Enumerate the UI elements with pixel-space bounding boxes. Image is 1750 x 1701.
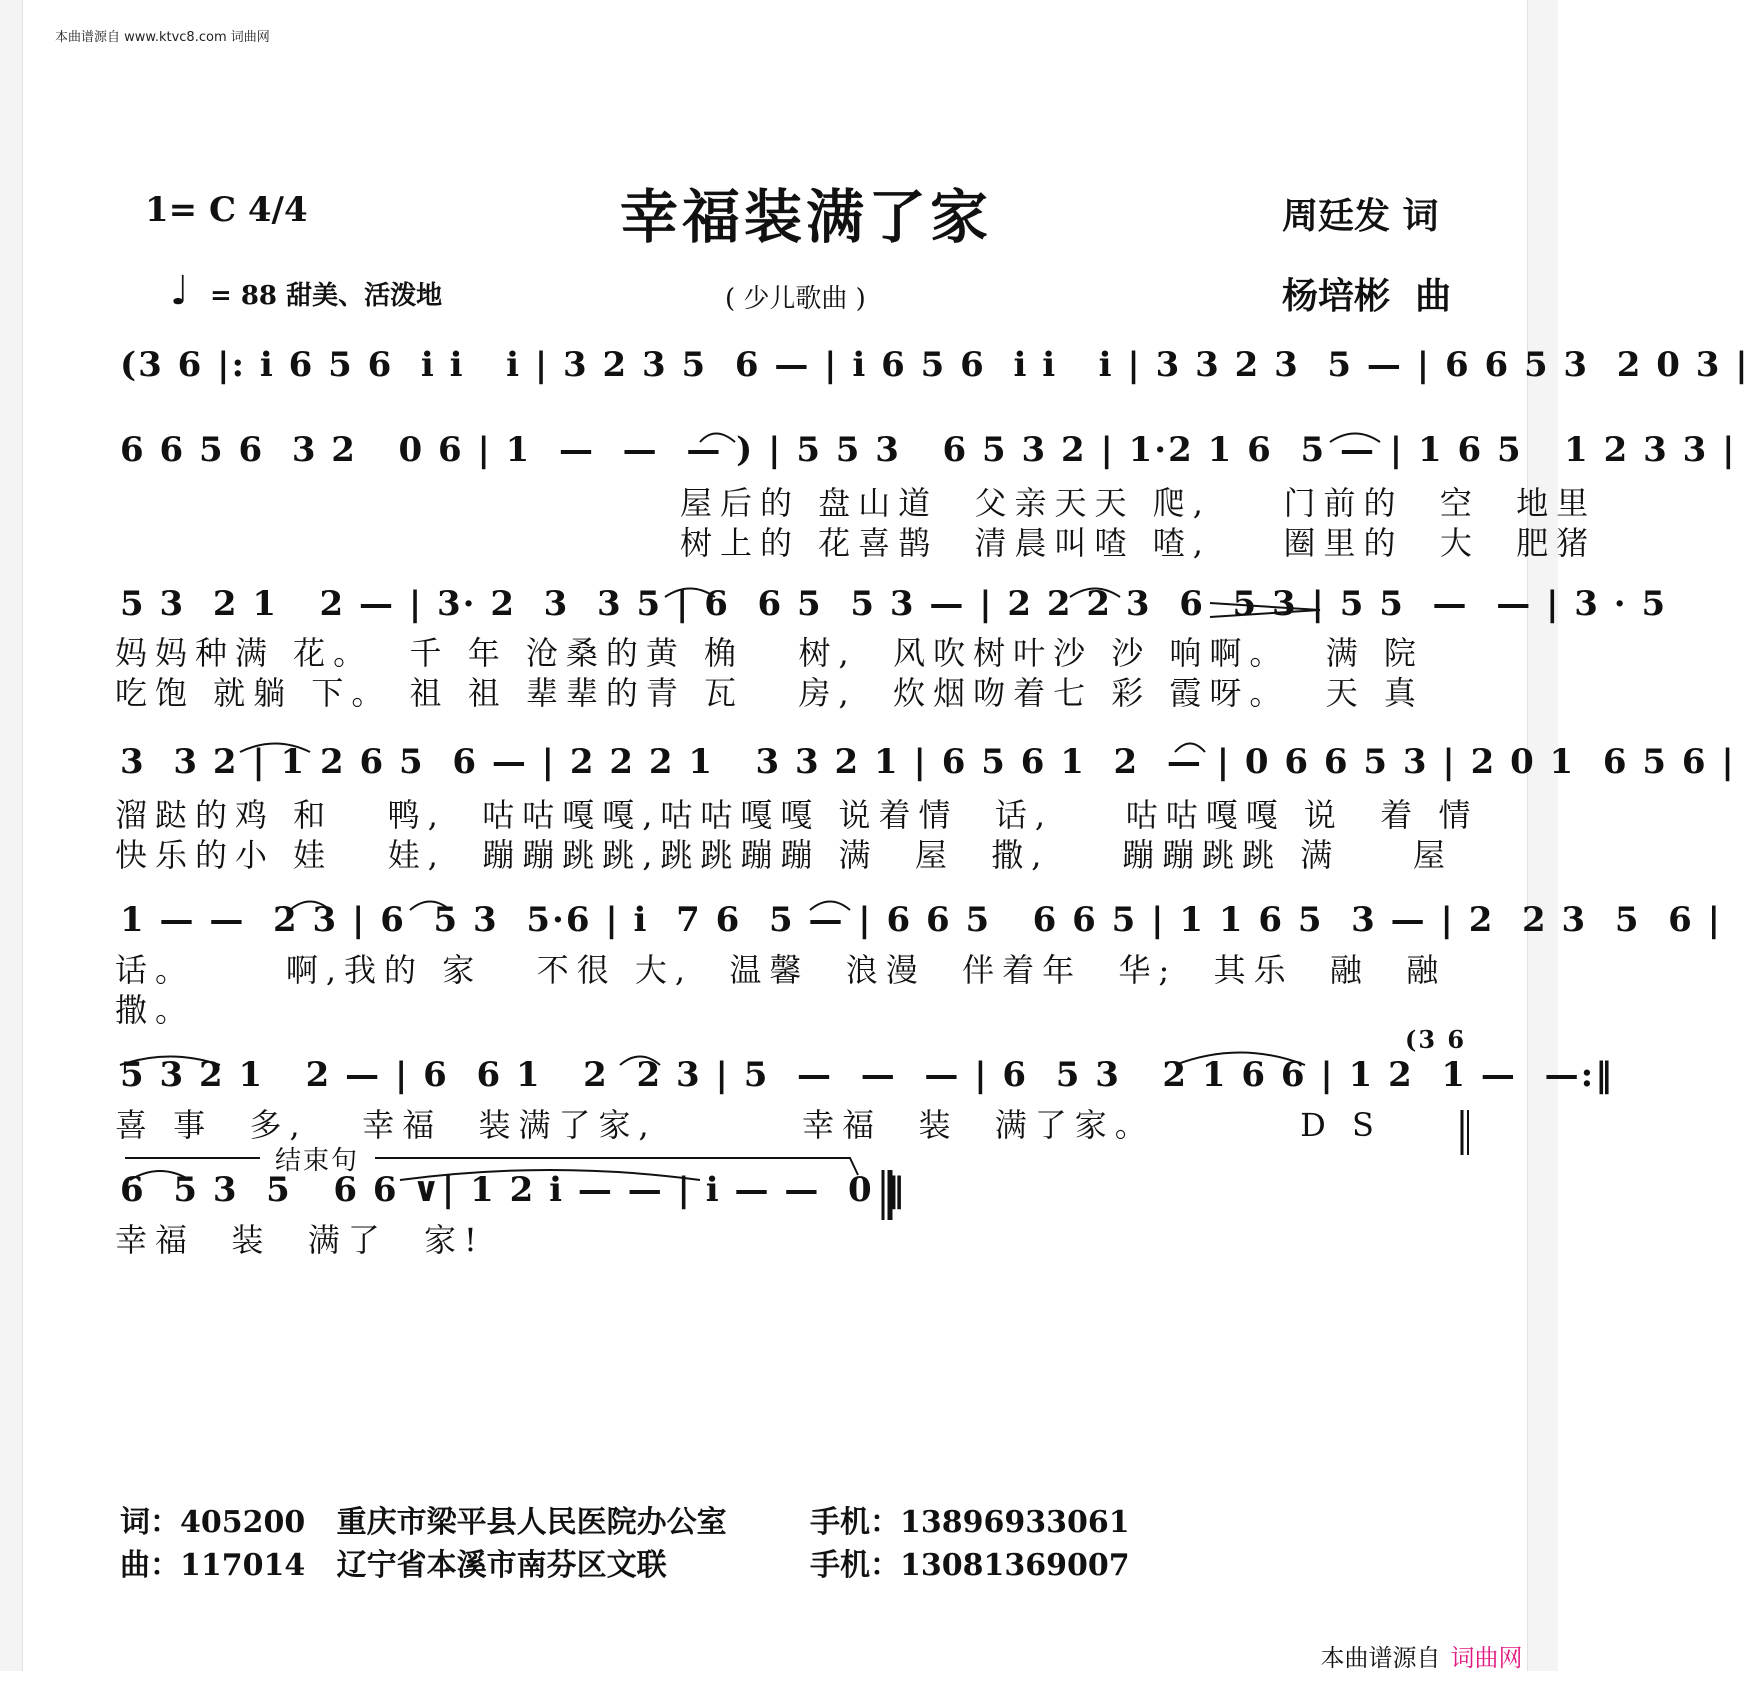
source-site-link[interactable]: 词曲网 xyxy=(1450,1644,1523,1672)
source-watermark-bottom xyxy=(1290,1610,1523,1701)
score-line-1: (3 6 |: i 6 5 6 i i i | 3 2 3 5 6 — | i 6 5 6 i i i | 3 3 2 3 5 — | 6 6 5 3 2 0 3 | xyxy=(120,345,1750,385)
composer-credit: 杨培彬 曲 xyxy=(1282,275,1452,317)
quarter-note-icon: ♩ xyxy=(170,268,189,314)
lyric-line-7: 幸福 装 满了 家! xyxy=(115,1221,485,1259)
song-title: 幸福装满了家 xyxy=(620,183,993,251)
key-signature: 1= C 4/4 xyxy=(145,190,308,230)
lyric-line-2b: 树上的 花喜鹊 清晨叫喳 喳, 圈里的 大 肥猪 xyxy=(680,524,1597,562)
scan-edge-left xyxy=(0,0,23,1671)
lyric-line-3a: 妈妈种满 花。 千 年 沧桑的黄 桷 树, 风吹树叶沙 沙 响啊。 满 院 xyxy=(115,634,1424,672)
score-line-6: 5 3 2 1 2 — | 6 6 1 2 2 3 | 5 — — — | 6 5 3 2 1 6 6 | 1 2 1 — —:‖ xyxy=(120,1055,1615,1095)
score-line-4: 3 3 2 | 1 2 6 5 6 — | 2 2 2 1 3 3 2 1 | 6 5 6 1 2 — | 0 6 6 5 3 | 2 0 1 6 5 6 | xyxy=(120,742,1736,782)
lyric-line-2a: 屋后的 盘山道 父亲天天 爬, 门前的 空 地里 xyxy=(680,484,1597,522)
source-watermark-top: 本曲谱源自 www.ktvc8.com 词曲网 xyxy=(55,30,270,45)
lyricist-credit: 周廷发 词 xyxy=(1282,195,1439,237)
lyric-line-5b: 撒。 xyxy=(115,991,196,1029)
composer-address: 曲：117014 辽宁省本溪市南芬区文联 xyxy=(120,1548,667,1583)
lyric-line-6: 喜 事 多, 幸福 装满了家, 幸福 装 满了家。 D S xyxy=(115,1106,1382,1144)
score-line-7: 6 5 3 5 6 6 ∨| 1 2 i — — | i — — 0 ‖ xyxy=(120,1170,907,1210)
lyric-line-4b: 快乐的小 娃 娃, 蹦蹦跳跳,跳跳蹦蹦 满 屋 撒, 蹦蹦跳跳 满 屋 xyxy=(115,836,1453,874)
score-line-2: 6 6 5 6 3 2 0 6 | 1 — — — ) | 5 5 3 6 5 3 2 | 1·2 1 6 5 — | 1 6 5 1 2 3 3 | xyxy=(120,430,1737,470)
repeat-sign-note: (3 6 xyxy=(1405,1025,1467,1054)
lyric-line-4a: 溜跶的鸡 和 鸭, 咕咕嘎嘎,咕咕嘎嘎 说着情 话, 咕咕嘎嘎 说 着 情 xyxy=(115,796,1479,834)
tempo-marking: = 88 甜美、活泼地 xyxy=(210,281,443,311)
song-subtitle: ( 少儿歌曲 ) xyxy=(725,284,866,314)
lyricist-address: 词：405200 重庆市梁平县人民医院办公室 xyxy=(120,1505,727,1540)
scan-edge-right xyxy=(1527,0,1558,1671)
score-line-3: 5 3 2 1 2 — | 3· 2 3 3 5 | 6 6 5 5 3 — | 2 2 2 3 6 5 3 | 5 5 — — | 3 · 5 xyxy=(120,584,1668,624)
ending-label: 结束句 xyxy=(275,1146,360,1176)
score-line-5: 1 — — 2 3 | 6 5 3 5·6 | i 7 6 5 — | 6 6 5 6 6 5 | 1 1 6 5 3 — | 2 2 3 5 6 | xyxy=(120,900,1723,940)
lyric-line-3b: 吃饱 就躺 下。 祖 祖 辈辈的青 瓦 房, 炊烟吻着七 彩 霞呀。 天 真 xyxy=(115,674,1424,712)
lyricist-phone: 手机：13896933061 xyxy=(810,1505,1130,1540)
lyric-line-5a: 话。 啊,我的 家 不很 大, 温馨 浪漫 伴着年 华; 其乐 融 融 xyxy=(115,951,1447,989)
composer-phone: 手机：13081369007 xyxy=(810,1548,1130,1583)
source-prefix: 本曲谱源自 xyxy=(1320,1644,1441,1672)
